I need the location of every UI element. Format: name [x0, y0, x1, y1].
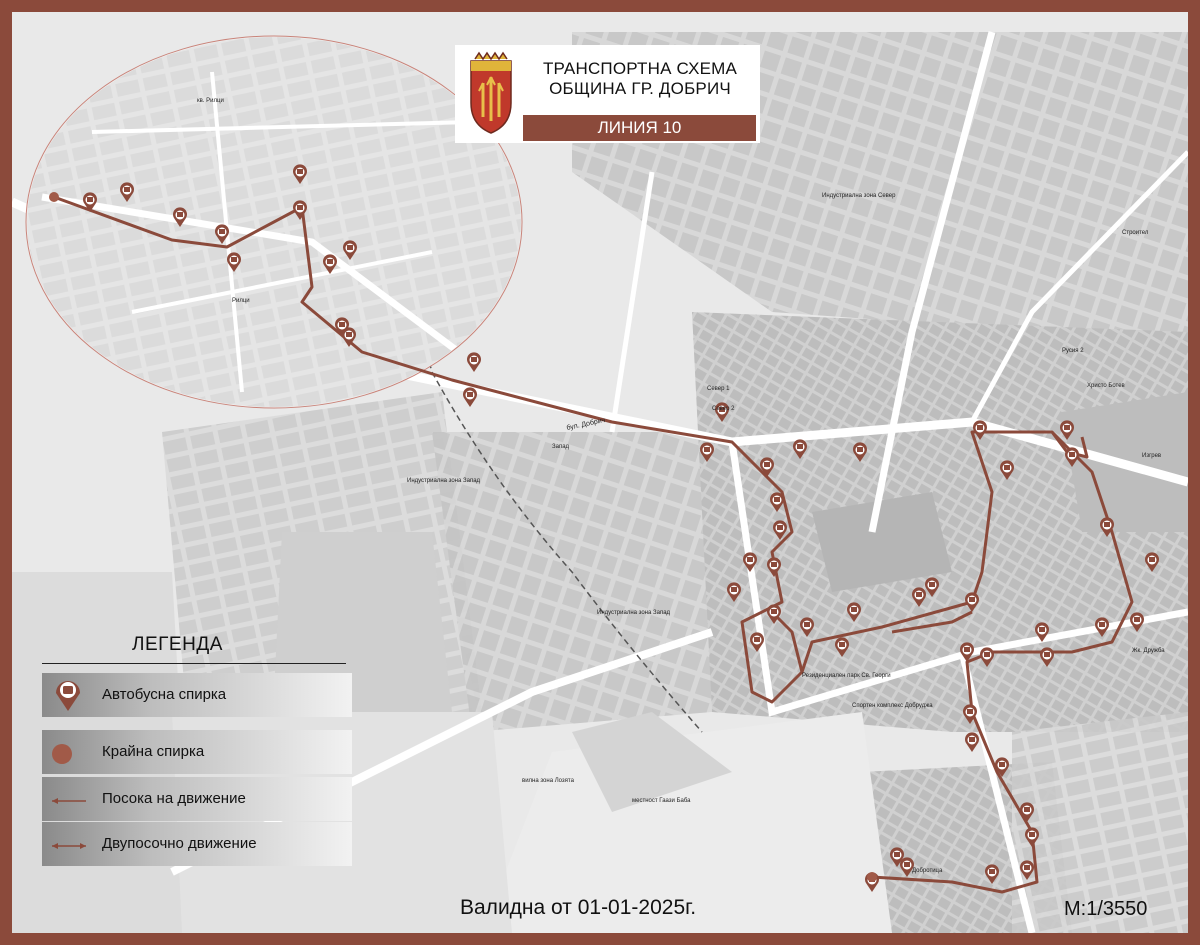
map-label: Спортен комплекс Добруджа [852, 703, 933, 709]
bus-glyph-icon [1024, 865, 1030, 870]
map-label: Резиденциален парк Св. Георги [802, 673, 891, 679]
legend [42, 629, 372, 879]
bus-glyph-icon [977, 425, 983, 430]
bus-glyph-icon [1149, 557, 1155, 562]
title-line-2: ОБЩИНА ГР. ДОБРИЧ [549, 79, 731, 98]
map-label: кв. Рилци [197, 98, 224, 104]
map-label: местност Гаази Баба [632, 798, 691, 804]
bus-glyph-icon [297, 205, 303, 210]
legend-item-one-way [42, 777, 352, 821]
bus-glyph-icon [124, 187, 130, 192]
legend-label: Посока на движение [102, 790, 246, 807]
bus-glyph-icon [771, 609, 777, 614]
bus-glyph-icon [754, 637, 760, 642]
bus-stop-icon [48, 677, 88, 713]
bus-glyph-icon [999, 762, 1005, 767]
bus-glyph-icon [969, 737, 975, 742]
terminal-stop-marker[interactable] [49, 192, 59, 202]
map-label: бул. Добрич [565, 416, 606, 432]
legend-item-bus-stop [42, 673, 352, 717]
bus-glyph-icon [704, 447, 710, 452]
legend-item-terminal-stop [42, 730, 352, 774]
map-label: Рилци [232, 298, 250, 304]
bus-glyph-icon [904, 862, 910, 867]
validity-date: Валидна от 01-01-2025г. [460, 896, 697, 919]
bus-glyph-icon [777, 525, 783, 530]
bus-glyph-icon [1099, 622, 1105, 627]
bus-glyph-icon [339, 322, 345, 327]
bus-glyph-icon [967, 709, 973, 714]
bus-glyph-icon [1104, 522, 1110, 527]
bus-glyph-icon [1039, 627, 1045, 632]
map-label: Добротица [912, 868, 943, 874]
map-label: Изгрев [1142, 453, 1162, 459]
legend-label: Крайна спирка [102, 743, 205, 760]
bus-glyph-icon [764, 462, 770, 467]
bus-glyph-icon [1004, 465, 1010, 470]
bus-glyph-icon [347, 245, 353, 250]
legend-item-two-way [42, 822, 352, 866]
bus-glyph-icon [894, 852, 900, 857]
bus-glyph-icon [797, 444, 803, 449]
map-label: Индустриална зона Север [822, 193, 896, 199]
map-area[interactable] [12, 12, 1188, 933]
map-label: Русия 2 [1062, 348, 1084, 354]
map-title-box [455, 45, 760, 143]
bus-glyph-icon [219, 229, 225, 234]
legend-label: Двупосочно движение [102, 835, 257, 852]
bus-glyph-icon [774, 497, 780, 502]
two-way-arrow-icon [48, 826, 88, 862]
map-label: Христо Ботев [1087, 383, 1125, 389]
bus-glyph-icon [1044, 652, 1050, 657]
map-label: Запад [552, 444, 570, 450]
bus-glyph-icon [857, 447, 863, 452]
bus-glyph-icon [1064, 425, 1070, 430]
terminal-stop-icon [48, 734, 88, 770]
map-label: Жк. Дружба [1132, 648, 1165, 654]
map-scale: М:1/3550 [1064, 898, 1148, 920]
bus-glyph-icon [467, 392, 473, 397]
map-label: Строител [1122, 230, 1149, 236]
bus-glyph-icon [327, 259, 333, 264]
bus-glyph-icon [964, 647, 970, 652]
map-label: Индустриална зона Запад [407, 478, 481, 484]
bus-glyph-icon [1029, 832, 1035, 837]
terminal-stop-marker[interactable] [867, 872, 877, 882]
bus-glyph-icon [969, 597, 975, 602]
legend-divider [42, 663, 346, 664]
map-label: Индустриална зона Запад [597, 610, 671, 616]
bus-glyph-icon [231, 257, 237, 262]
bus-glyph-icon [916, 592, 922, 597]
title-line-1: ТРАНСПОРТНА СХЕМА [542, 59, 738, 78]
bus-glyph-icon [1069, 452, 1075, 457]
map-label: Север 1 [707, 386, 730, 392]
bus-glyph-icon [1134, 617, 1140, 622]
bus-glyph-icon [747, 557, 753, 562]
bus-glyph-icon [346, 332, 352, 337]
bus-glyph-icon [804, 622, 810, 627]
dobrich-crest-logo [467, 51, 515, 135]
bus-glyph-icon [984, 652, 990, 657]
one-way-arrow-icon [48, 781, 88, 817]
bus-glyph-icon [87, 197, 93, 202]
bus-glyph-icon [989, 869, 995, 874]
bus-glyph-icon [1024, 807, 1030, 812]
bus-glyph-icon [929, 582, 935, 587]
bus-glyph-icon [851, 607, 857, 612]
bus-glyph-icon [471, 357, 477, 362]
legend-label: Автобусна спирка [102, 686, 227, 703]
bus-glyph-icon [731, 587, 737, 592]
legend-title: ЛЕГЕНДА [132, 634, 223, 655]
bus-glyph-icon [839, 642, 845, 647]
map-label: вилна зона Лозята [522, 778, 574, 784]
bus-glyph-icon [297, 169, 303, 174]
bus-glyph-icon [771, 562, 777, 567]
route-name-banner: ЛИНИЯ 10 [523, 115, 756, 141]
bus-glyph-icon [177, 212, 183, 217]
map-label: Север 2 [712, 406, 735, 412]
